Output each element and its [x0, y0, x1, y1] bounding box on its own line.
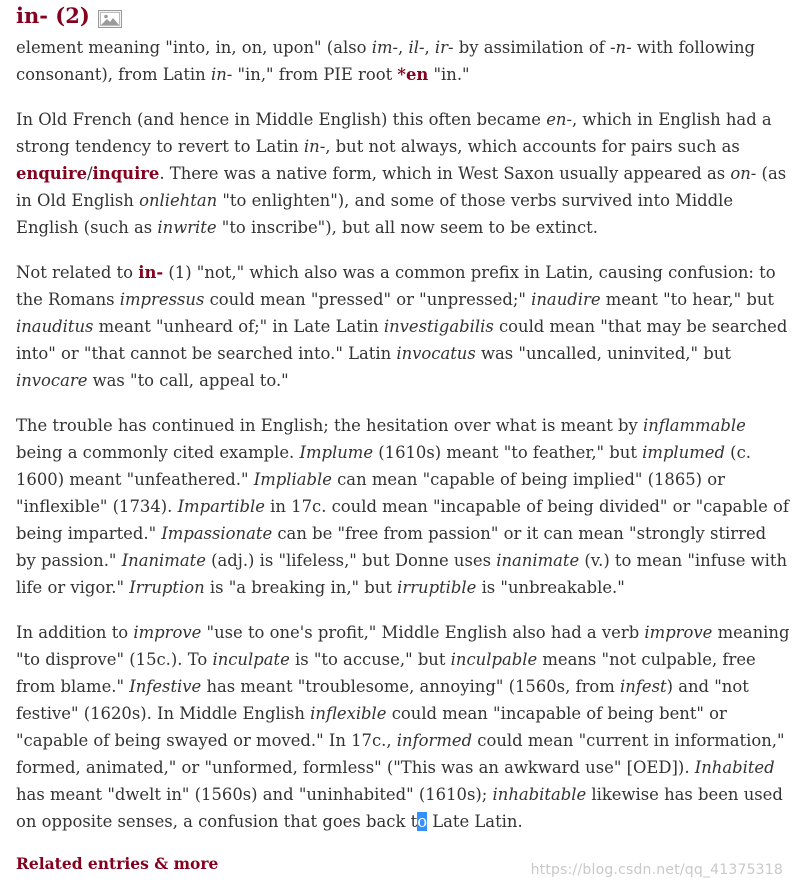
italic-term: invocatus: [396, 344, 476, 363]
image-icon[interactable]: [98, 7, 122, 25]
text-run: "in," from PIE root: [232, 65, 398, 84]
text-run: was "to call, appeal to.": [87, 371, 289, 390]
text-run: /: [87, 164, 93, 183]
paragraph-old-french: [16, 106, 790, 241]
italic-term: inaudire: [531, 290, 601, 309]
text-run: meaning "to disprove" (15c.). To: [16, 623, 790, 669]
text-run: likewise has been used on opposite senses, a confusion that goes back t: [16, 785, 783, 831]
text-run: Late Latin.: [427, 812, 523, 831]
text-run: can be "free from passion" or it can mean "strongly stirred by passion.": [16, 524, 767, 570]
italic-term: improve: [644, 623, 713, 642]
italic-term: informed: [396, 731, 473, 750]
text-run: In Old French (and hence in Middle English) this often became: [16, 110, 547, 129]
dictionary-entry: [16, 0, 790, 875]
italic-term: Implume: [299, 443, 374, 462]
italic-term: -n-: [609, 38, 632, 57]
italic-term: inanimate: [496, 551, 580, 570]
paragraph-definition: [16, 34, 790, 88]
italic-term: inauditus: [16, 317, 94, 336]
italic-term: Impartible: [177, 497, 265, 516]
italic-term: investigabilis: [383, 317, 494, 336]
text-run: In addition to: [16, 623, 134, 642]
italic-term: inhabitable: [492, 785, 587, 804]
cross-reference-link[interactable]: enquire: [16, 164, 88, 183]
text-run: (1610s) meant "to feather," but: [373, 443, 643, 462]
paragraph-english-trouble: [16, 412, 790, 601]
italic-term: inculpate: [212, 650, 290, 669]
text-selection: o: [417, 812, 428, 831]
italic-term: on-: [730, 164, 757, 183]
text-run: could mean "incapable of being bent" or "capable of being swayed or moved." In 17c.,: [16, 704, 727, 750]
italic-term: Impliable: [253, 470, 332, 489]
italic-term: infest: [620, 677, 667, 696]
cross-reference-link[interactable]: *en: [397, 65, 429, 84]
italic-term: en-: [546, 110, 572, 129]
text-run: "to enlighten"), and some of those verbs survived into Middle English (such as: [16, 191, 734, 237]
italic-term: implumed: [642, 443, 725, 462]
text-run: ,: [398, 38, 409, 57]
text-run: was "uncalled, uninvited," but: [475, 344, 731, 363]
text-run: , but not always, which accounts for pairs such as: [325, 137, 740, 156]
text-run: being a commonly cited example.: [16, 443, 300, 462]
text-run: is "unbreakable.": [476, 578, 625, 597]
paragraph-not-related: [16, 259, 790, 394]
italic-term: inflammable: [643, 416, 746, 435]
text-run: has meant "troublesome, annoying" (1560s, from: [201, 677, 621, 696]
italic-term: onliehtan: [139, 191, 218, 210]
text-run: The trouble has continued in English; the hesitation over what is meant by: [16, 416, 643, 435]
watermark: https://blog.csdn.net/qq_41375318: [530, 862, 783, 878]
text-run: is "a breaking in," but: [204, 578, 398, 597]
related-entries-link[interactable]: Related entries & more: [16, 854, 219, 873]
text-run: (adj.) is "lifeless," but Donne uses: [205, 551, 497, 570]
text-run: "use to one's profit," Middle English also had a verb: [201, 623, 645, 642]
text-run: (v.) to mean "infuse with life or vigor.": [16, 551, 788, 597]
italic-term: il-: [408, 38, 425, 57]
text-run: means "not culpable, free from blame.": [16, 650, 756, 696]
text-run: (c. 1600) meant "unfeathered.": [16, 443, 751, 489]
text-run: "to inscribe"), but all now seem to be extinct.: [216, 218, 598, 237]
italic-term: in-: [303, 137, 326, 156]
text-run: in 17c. could mean "incapable of being divided" or "capable of being imparted.": [16, 497, 789, 543]
text-run: could mean "pressed" or "unpressed;": [204, 290, 532, 309]
italic-term: im-: [371, 38, 399, 57]
text-run: "in.": [428, 65, 470, 84]
text-run: could mean "that may be searched into" or "that cannot be searched into." Latin: [16, 317, 788, 363]
text-run: by assimilation of: [453, 38, 610, 57]
entry-heading: [16, 2, 790, 30]
text-run: with following consonant), from Latin: [16, 38, 756, 84]
italic-term: invocare: [16, 371, 88, 390]
text-run: is "to accuse," but: [289, 650, 451, 669]
italic-term: in-: [210, 65, 233, 84]
text-run: (as in Old English: [16, 164, 787, 210]
text-run: Not related to: [16, 263, 139, 282]
text-run: . There was a native form, which in West Saxon usually appeared as: [159, 164, 731, 183]
text-run: (1) "not," which also was a common prefix in Latin, causing confusion: to the Romans: [16, 263, 776, 309]
paragraph-middle-english: [16, 619, 790, 835]
italic-term: inwrite: [157, 218, 217, 237]
text-run: element meaning "into, in, on, upon" (also: [16, 38, 372, 57]
italic-term: Impassionate: [161, 524, 273, 543]
italic-term: Inhabited: [694, 758, 775, 777]
cross-reference-link[interactable]: inquire: [92, 164, 160, 183]
cross-reference-link[interactable]: in-: [138, 263, 164, 282]
text-run: ) and "not festive" (1620s). In Middle English: [16, 677, 749, 723]
italic-term: irruptible: [397, 578, 477, 597]
italic-term: improve: [133, 623, 202, 642]
text-run: , which in English had a strong tendency to revert to Latin: [16, 110, 772, 156]
text-run: can mean "capable of being implied" (1865) or "inflexible" (1734).: [16, 470, 725, 516]
italic-term: ir-: [434, 38, 454, 57]
italic-term: Inanimate: [121, 551, 206, 570]
text-run: has meant "dwelt in" (1560s) and "uninhabited" (1610s);: [16, 785, 493, 804]
text-run: could mean "current in information," formed, animated," or "unformed, formless" ("This was an awkward use" [OED]).: [16, 731, 785, 777]
text-run: ,: [424, 38, 435, 57]
text-run: meant "to hear," but: [600, 290, 774, 309]
italic-term: Infestive: [129, 677, 202, 696]
italic-term: inflexible: [310, 704, 387, 723]
italic-term: Irruption: [129, 578, 205, 597]
italic-term: impressus: [119, 290, 205, 309]
italic-term: inculpable: [450, 650, 538, 669]
entry-title: in- (2): [16, 3, 90, 28]
text-run: meant "unheard of;" in Late Latin: [93, 317, 384, 336]
